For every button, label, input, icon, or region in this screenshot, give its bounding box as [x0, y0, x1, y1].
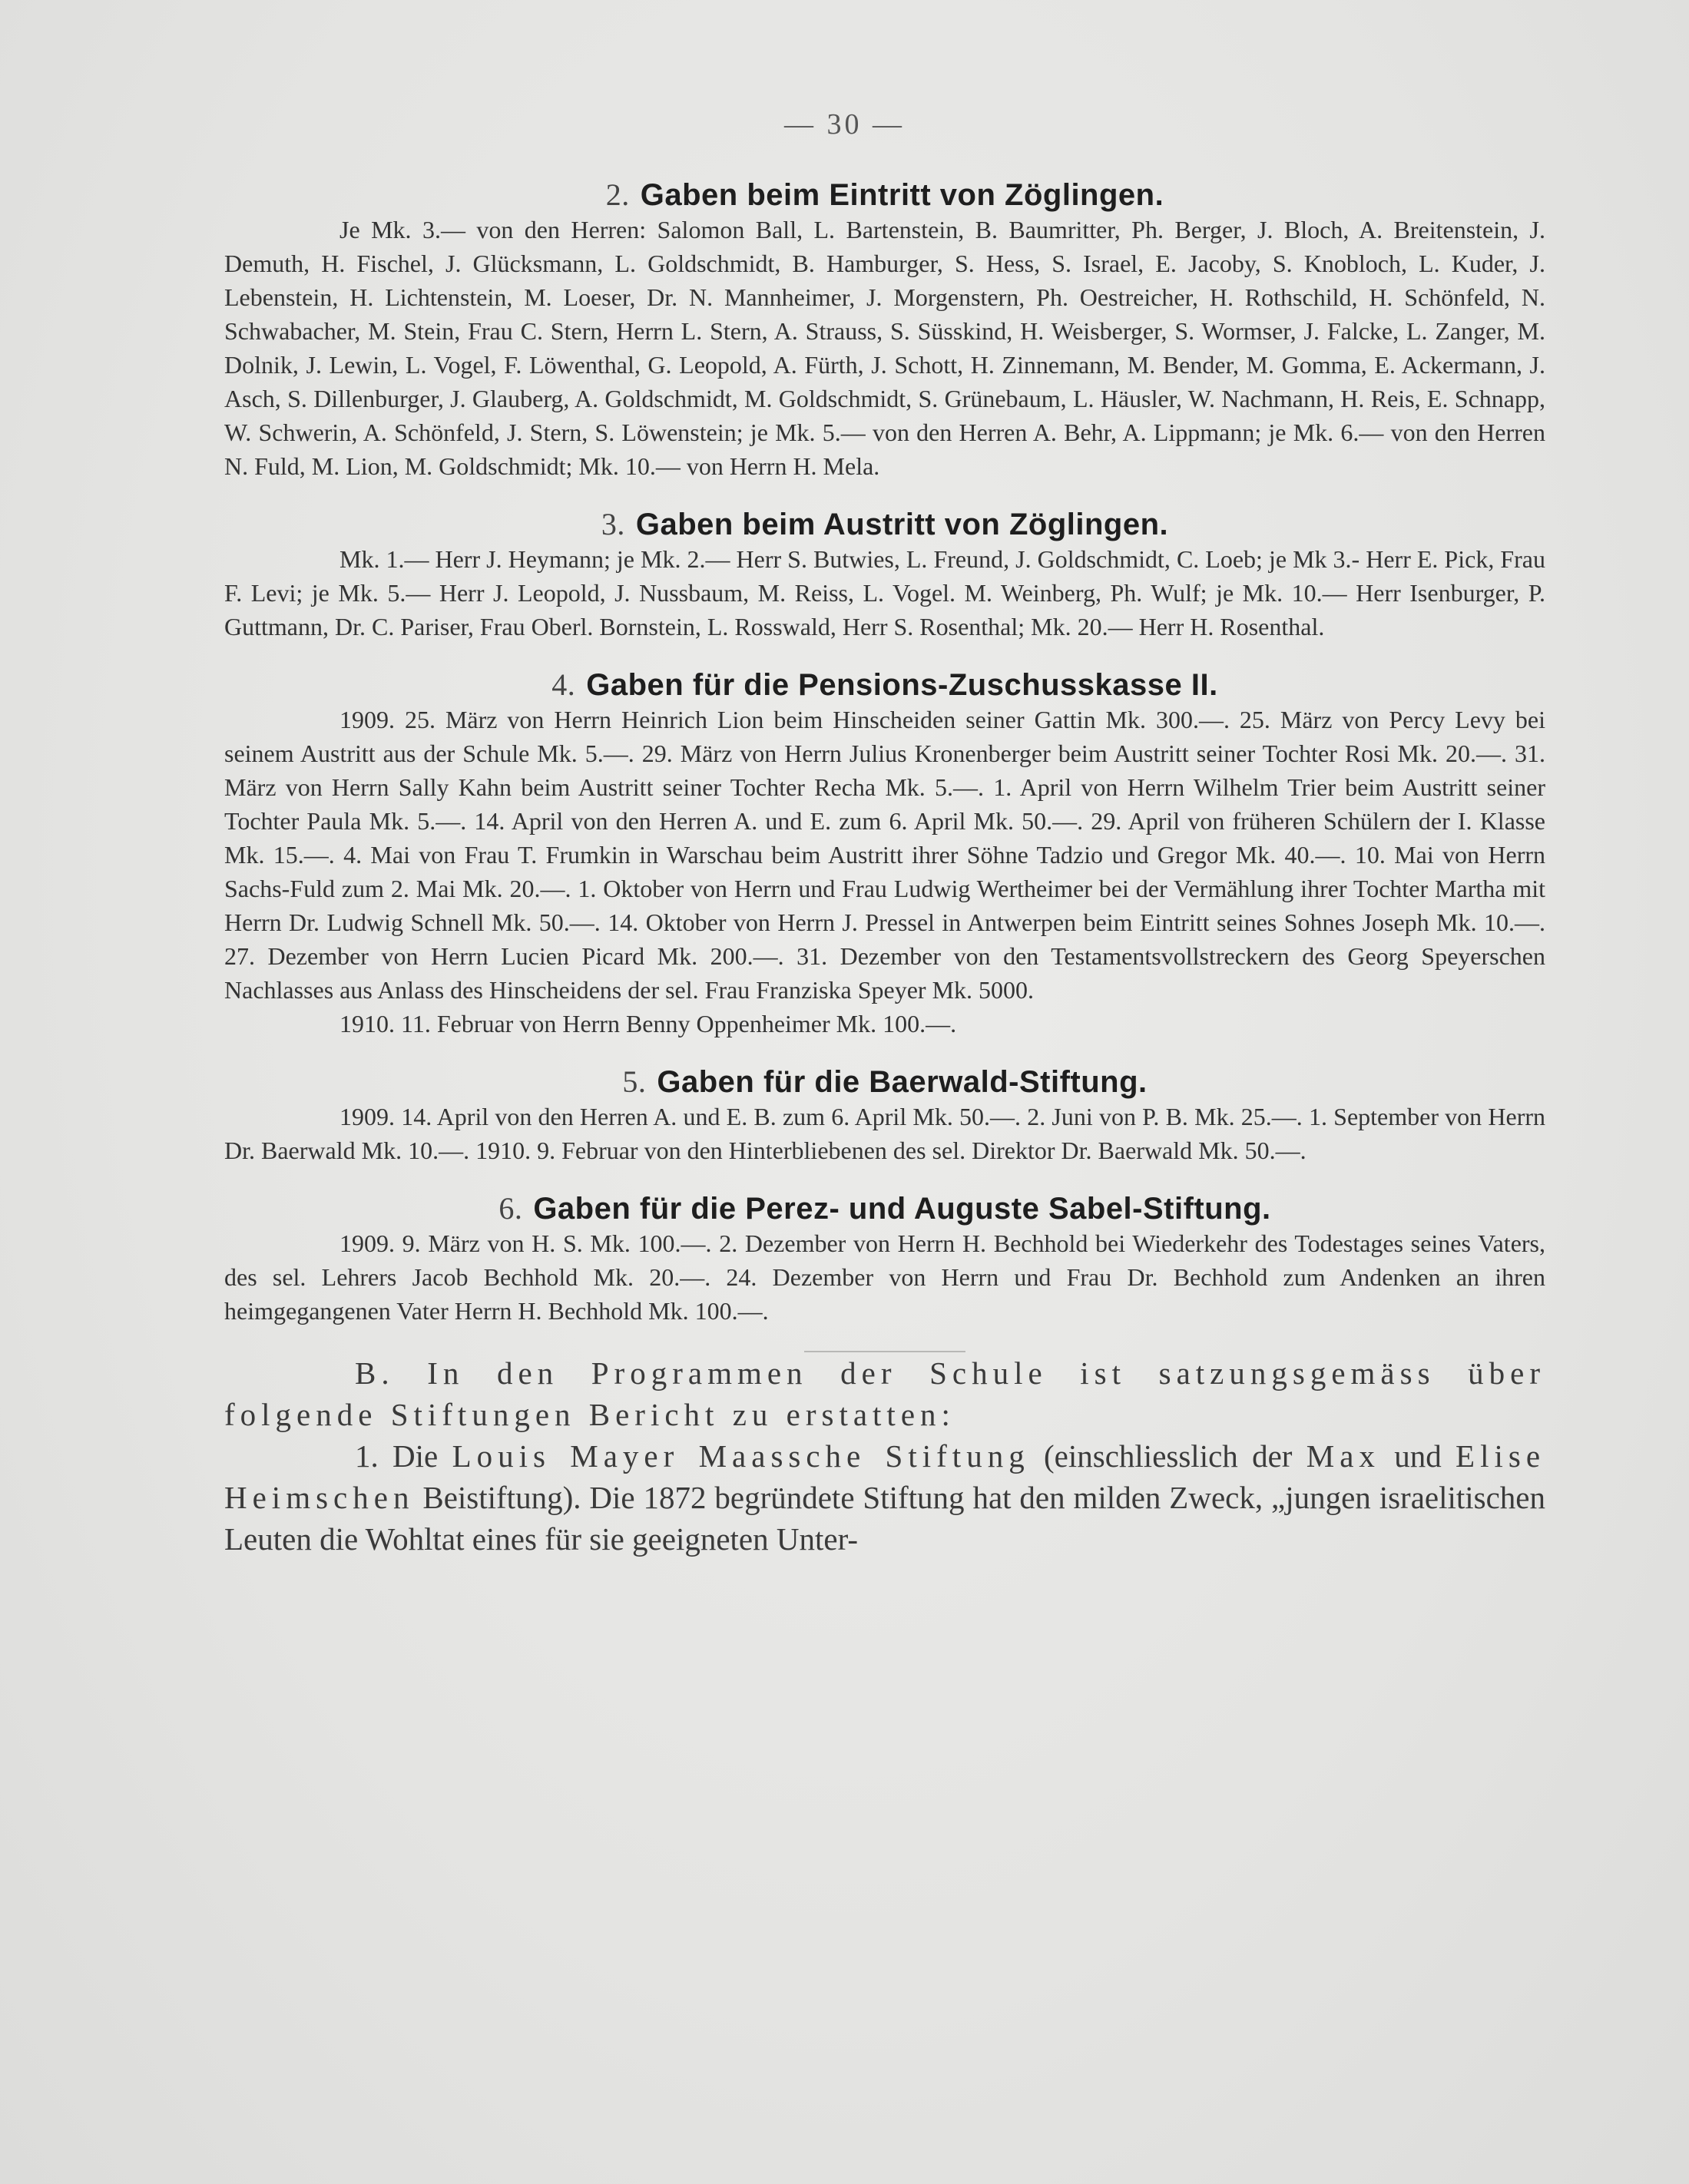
item-text: (einschliesslich der [1029, 1438, 1306, 1474]
section-title: Gaben beim Austritt von Zöglingen. [635, 508, 1169, 541]
item-text: Beistiftung). Die 1872 begründete Stiftung hat den milden Zweck, „jungen israelitischen Leuten die Wohltat eines für sie geeigneten Unter- [224, 1480, 1545, 1557]
foundation-name: Max [1306, 1438, 1380, 1474]
section-paragraph: 1909. 14. April von den Herren A. und E. B. zum 6. April Mk. 50.—. 2. Juni von P. B. Mk. 25.—. 1. September von Herrn Dr. Baerwald Mk. 10.—. 1910. 9. Februar von den Hinterbliebenen des sel. Direktor Dr. Baerwald Mk. 50.—. [224, 1103, 1545, 1164]
section-number: 4. [551, 667, 576, 702]
section-paragraph: Mk. 1.— Herr J. Heymann; je Mk. 2.— Herr S. Butwies, L. Freund, J. Goldschmidt, C. Loeb; je Mk 3.- Herr E. Pick, Frau F. Levi; je Mk. 5.— Herr J. Leopold, J. Nussbaum, M. Reiss, L. Vogel. M. Weinberg, Ph. Wulf; je Mk. 10.— Herr Isenburger, P. Guttmann, Dr. C. Pariser, Frau Oberl. Bornstein, L. Rosswald, Herr S. Rosenthal; Mk. 20.— Herr H. Rosenthal. [224, 545, 1545, 640]
section-title: Gaben beim Eintritt von Zöglingen. [640, 178, 1164, 212]
section-paragraph: Je Mk. 3.— von den Herren: Salomon Ball, L. Bartenstein, B. Baumritter, Ph. Berger, J. Bloch, A. Breitenstein, J. Demuth, H. Fischel, J. Glücksmann, L. Goldschmidt, B. Hamburger, S. Hess, S. Israel, E. Jacoby, S. Knobloch, L. Kuder, J. Lebenstein, H. Lichtenstein, M. Loeser, Dr. N. Mannheimer, J. Morgenstern, Ph. Oestreicher, H. Rothschild, H. Schönfeld, N. Schwabacher, M. Stein, Frau C. Stern, Herrn L. Stern, A. Strauss, S. Süsskind, H. Weisberger, S. Wormser, J. Falcke, L. Zanger, M. Dolnik, J. Lewin, L. Vogel, F. Löwenthal, G. Leopold, A. Fürth, J. Schott, H. Zinnemann, M. Bender, M. Gomma, E. Ackermann, J. Asch, S. Dillenburger, J. Glauberg, A. Goldschmidt, M. Goldschmidt, S. Grünebaum, L. Häusler, W. Nachmann, H. Reis, E. Schnapp, W. Schwerin, A. Schönfeld, J. Stern, S. Löwenstein; je Mk. 5.— von den Herren A. Behr, A. Lippmann; je Mk. 6.— von den Herren N. Fuld, M. Lion, M. Goldschmidt; Mk. 10.— von Herrn H. Mela. [224, 216, 1545, 480]
section-number: 3. [601, 507, 625, 541]
section-heading-5 [224, 1064, 1545, 1100]
part-b-item-1 [224, 1435, 1545, 1560]
section-heading-4 [224, 667, 1545, 703]
section-heading-2 [224, 177, 1545, 213]
section-number: 5. [622, 1064, 647, 1099]
page-number: — 30 — [784, 108, 905, 141]
foundation-name: Louis Mayer Maassche Stiftung [452, 1438, 1030, 1474]
section-number: 2. [605, 177, 630, 212]
foundation-name: Elise Heimschen [224, 1438, 1546, 1515]
section-title: Gaben für die Pensions-Zuschusskasse II. [586, 668, 1218, 702]
section-heading-3 [224, 506, 1545, 542]
item-text: und [1379, 1438, 1456, 1474]
section-paragraph: 1909. 25. März von Herrn Heinrich Lion beim Hinscheiden seiner Gattin Mk. 300.—. 25. März von Percy Levy bei seinem Austritt aus der Schule Mk. 5.—. 29. März von Herrn Julius Kronenberger beim Austritt seiner Tochter Rosi Mk. 20.—. 31. März von Herrn Sally Kahn beim Austritt seiner Tochter Recha Mk. 5.—. 1. April von Herrn Wilhelm Trier beim Austritt seiner Tochter Paula Mk. 5.—. 14. April von den Herren A. und E. zum 6. April Mk. 50.—. 29. April von früheren Schülern der I. Klasse Mk. 15.—. 4. Mai von Frau T. Frumkin in Warschau beim Austritt ihrer Söhne Tadzio und Gregor Mk. 40.—. 10. Mai von Herrn Sachs-Fuld zum 2. Mai Mk. 20.—. 1. Oktober von Herrn und Frau Ludwig Wertheimer bei der Vermählung ihrer Tochter Martha mit Herrn Dr. Ludwig Schnell Mk. 50.—. 14. Oktober von Herrn J. Pressel in Antwerpen beim Eintritt seines Sohnes Joseph Mk. 10.—. 27. Dezember von Herrn Lucien Picard Mk. 200.—. 31. Dezember von den Testamentsvollstreckern des Georg Speyerschen Nachlasses aus Anlass des Hinscheidens der sel. Frau Franziska Speyer Mk. 5000. [224, 706, 1545, 1004]
part-b-intro: B. In den Programmen der Schule ist satzungsgemäss über folgende Stiftungen Bericht zu erstatten: [224, 1355, 1545, 1432]
section-paragraph: 1909. 9. März von H. S. Mk. 100.—. 2. Dezember von Herrn H. Bechhold bei Wiederkehr des Todestages seines Vaters, des sel. Lehrers Jacob Bechhold Mk. 20.—. 24. Dezember von Herrn und Frau Dr. Bechhold zum Andenken an ihren heimgegangenen Vater Herrn H. Bechhold Mk. 100.—. [224, 1229, 1545, 1325]
section-heading-6 [224, 1190, 1545, 1226]
section-title: Gaben für die Baerwald-Stiftung. [657, 1065, 1148, 1099]
page-content [224, 177, 1545, 1560]
item-text: 1. Die [355, 1438, 452, 1474]
section-number: 6. [498, 1191, 523, 1226]
section-paragraph: 1910. 11. Februar von Herrn Benny Oppenheimer Mk. 100.—. [339, 1010, 957, 1037]
section-title: Gaben für die Perez- und Auguste Sabel-Stiftung. [533, 1192, 1271, 1226]
